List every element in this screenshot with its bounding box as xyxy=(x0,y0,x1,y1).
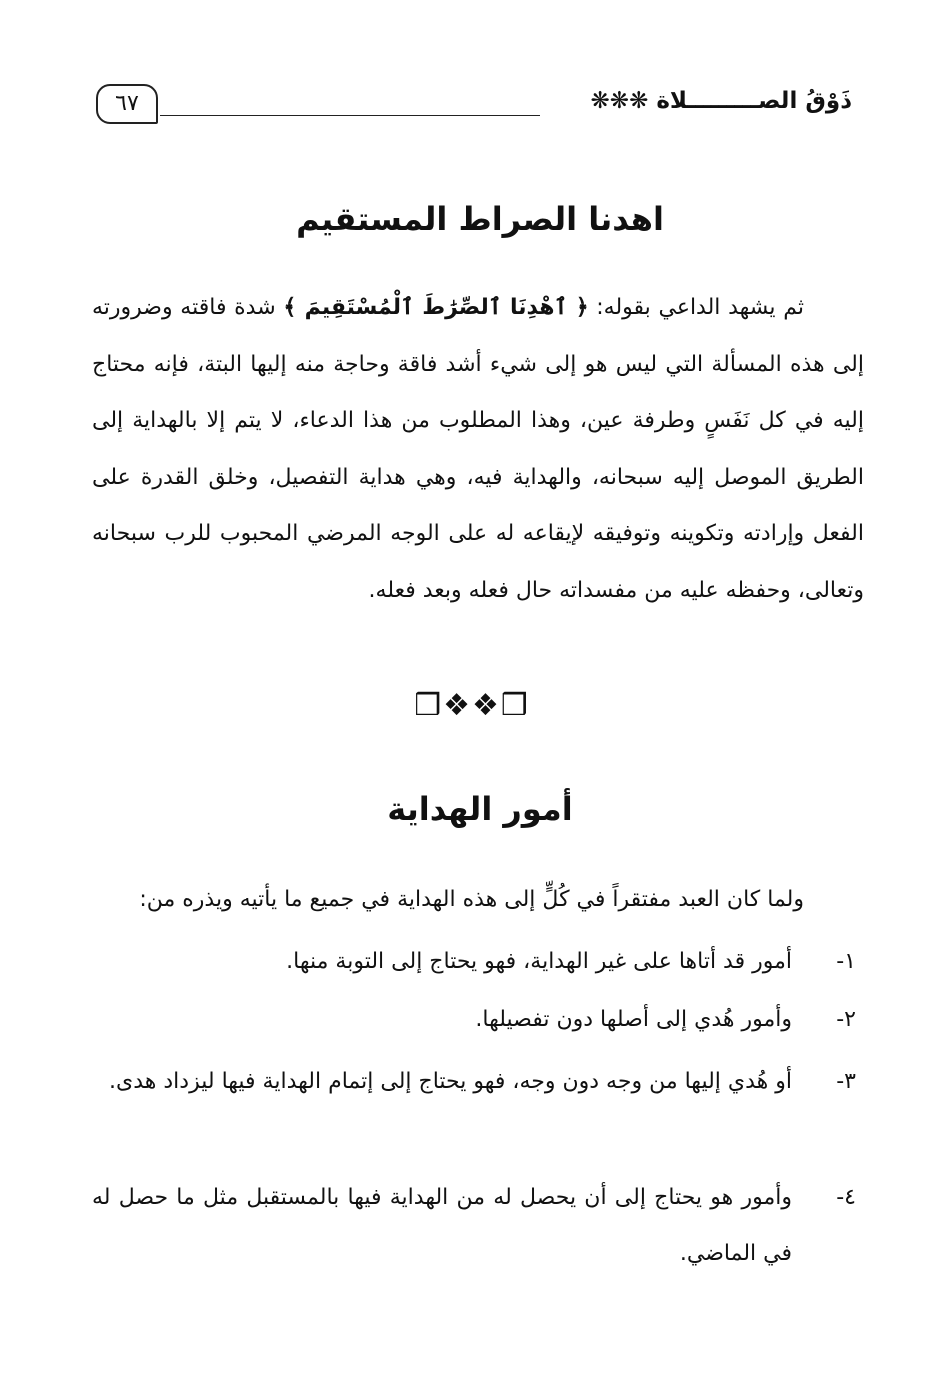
list-item-text: أو هُدي إليها من وجه دون وجه، فهو يحتاج إلى إتمام الهداية فيها ليزداد هدى. xyxy=(109,1069,792,1094)
section1-paragraph xyxy=(92,280,864,619)
section-divider-ornament: ❒❖❖❒ xyxy=(414,688,530,723)
paragraph-start: ثم يشهد الداعي بقوله: xyxy=(588,295,804,320)
list-item-text: وأمور هُدي إلى أصلها دون تفصيلها. xyxy=(475,1007,792,1032)
list-item-text: وأمور هو يحتاج إلى أن يحصل له من الهداية فيها بالمستقبل مثل ما حصل له في الماضي. xyxy=(92,1185,792,1266)
list-item-number: ١- xyxy=(836,949,856,974)
section-title-straight-path: اهدنا الصراط المستقيم xyxy=(296,200,664,238)
paragraph-end: شدة فاقته وضرورته إلى هذه المسألة التي ليس هو إلى شيء أشد فاقة وحاجة منه إليها البتة، فإنه محتاج إليه في كل نَفَسٍ وطرفة عين، وهذا المطلوب من هذا الدعاء، لا يتم إلا بالهداية إلى الطريق الموصل إليه سبحانه، والهداية فيه، وهي هداية التفصيل، وخلق القدرة على الفعل وإرادته وتكوينه وتوفيقه لإيقاعه له على الوجه المرضي المحبوب للرب سبحانه وتعالى، وحفظه عليه من مفسداته حال فعله وبعد فعله. xyxy=(92,295,864,603)
list-item-number: ٤- xyxy=(836,1185,856,1210)
section-title-guidance-matters: أمور الهداية xyxy=(387,790,573,828)
quran-verse: ﴿ ٱهْدِنَا ٱلصِّرَٰطَ ٱلْمُسْتَقِيمَ ﴾ xyxy=(283,295,589,320)
page-header xyxy=(0,0,944,140)
header-rule xyxy=(160,115,540,116)
list-item-number: ٢- xyxy=(836,1007,856,1032)
running-title: ذَوْقُ الصـــــــــلاة ❋❋❋ xyxy=(590,88,852,114)
section2-intro xyxy=(92,872,864,929)
list-item-number: ٣- xyxy=(836,1069,856,1094)
intro-text: ولما كان العبد مفتقراً في كُلٍّ إلى هذه الهداية في جميع ما يأتيه ويذره من: xyxy=(139,887,804,912)
list-item-text: أمور قد أتاها على غير الهداية، فهو يحتاج إلى التوبة منها. xyxy=(286,949,792,974)
page-number: ٦٧ xyxy=(96,84,158,124)
